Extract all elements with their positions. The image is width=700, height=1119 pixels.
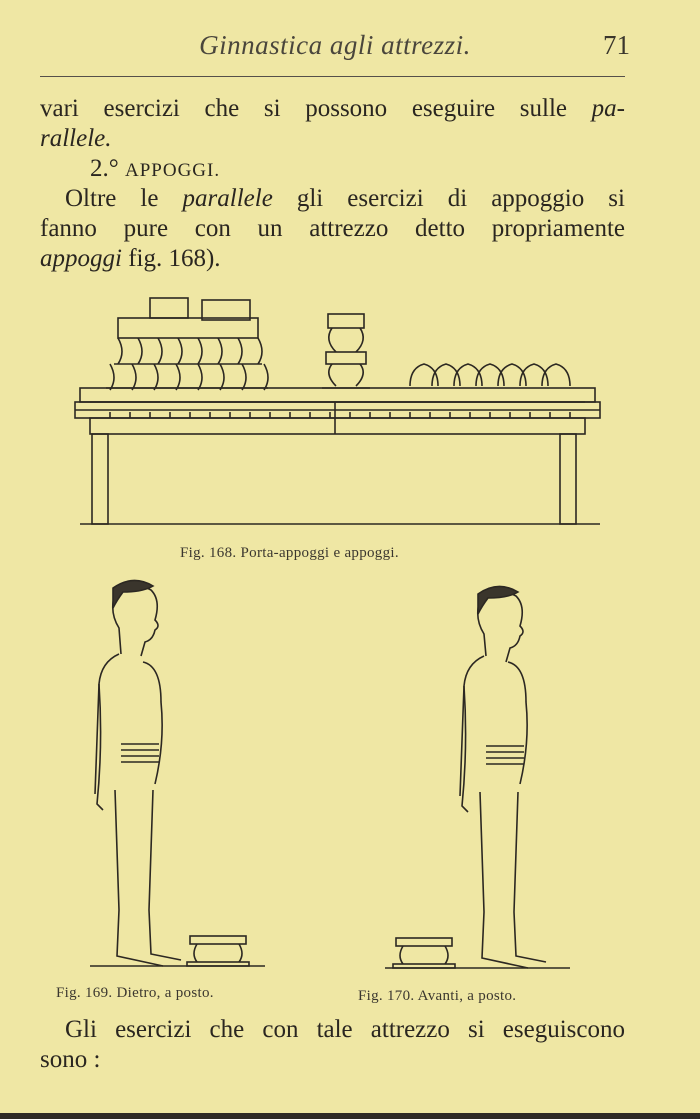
figure-169-illustration bbox=[85, 580, 285, 975]
running-head bbox=[40, 30, 630, 70]
figure-170-caption: Fig. 170. Avanti, a posto. bbox=[358, 988, 517, 1004]
figure-170-illustration bbox=[380, 580, 580, 975]
running-title: Ginnastica agli attrezzi. bbox=[199, 30, 471, 60]
text-line-4: Oltre le parallele gli esercizi di appoggio si bbox=[65, 185, 625, 212]
text-line-2: rallele. bbox=[40, 125, 112, 152]
text-line-5: fanno pure con un attrezzo detto propriamente bbox=[40, 215, 625, 242]
header-rule bbox=[40, 76, 625, 77]
page-bottom-edge bbox=[0, 1113, 700, 1119]
closing-line-2: sono : bbox=[40, 1046, 101, 1073]
figure-169-caption: Fig. 169. Dietro, a posto. bbox=[56, 985, 214, 1001]
figure-168-caption: Fig. 168. Porta-appoggi e appoggi. bbox=[180, 545, 399, 561]
figure-168-illustration bbox=[70, 290, 610, 535]
page-number: 71 bbox=[603, 30, 630, 60]
section-heading: 2.° APPOGGI. bbox=[90, 155, 221, 182]
text-line-1: vari esercizi che si possono eseguire sulle pa- bbox=[40, 95, 625, 122]
text-line-6: appoggi fig. 168). bbox=[40, 245, 221, 272]
closing-line-1: Gli esercizi che con tale attrezzo si eseguiscono bbox=[65, 1016, 625, 1043]
